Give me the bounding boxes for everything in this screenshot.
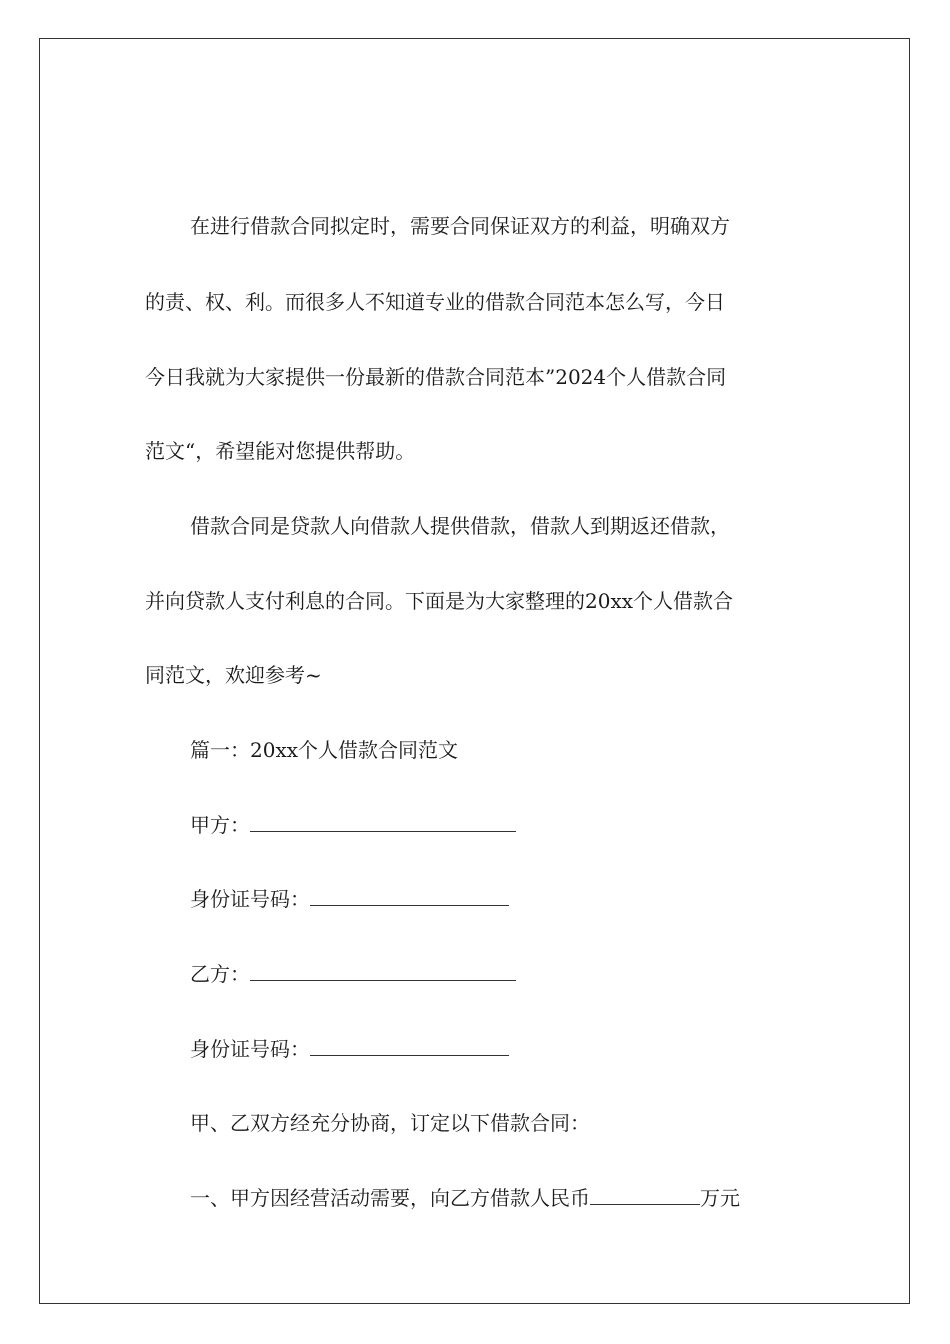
id-a-row [190,887,509,911]
id-b-label: 身份证号码： [190,1037,310,1061]
id-b-row [190,1037,509,1061]
id-a-label: 身份证号码： [190,887,310,911]
party-b-label: 乙方： [190,962,250,986]
clause-1-unit: 万元 [700,1186,740,1210]
party-b-row [190,962,516,986]
id-a-blank [310,887,509,906]
intro-line-2: 的责、权、利。而很多人不知道专业的借款合同范本怎么写，今日 [145,290,725,314]
clause-1-amount-blank [590,1186,700,1205]
definition-line-2: 并向贷款人支付利息的合同。下面是为大家整理的20xx个人借款合 [145,589,734,613]
party-a-blank [250,813,516,832]
party-b-blank [250,962,516,981]
agreement-line: 甲、乙双方经充分协商，订定以下借款合同： [190,1111,590,1135]
section-title: 篇一：20xx个人借款合同范文 [190,738,459,762]
definition-line-3: 同范文，欢迎参考~ [145,663,322,687]
intro-line-1: 在进行借款合同拟定时，需要合同保证双方的利益，明确双方 [190,214,730,238]
party-a-row [190,813,516,837]
party-a-label: 甲方： [190,813,250,837]
intro-line-3: 今日我就为大家提供一份最新的借款合同范本”2024个人借款合同 [145,365,727,389]
clause-1-row [190,1186,740,1210]
definition-line-1: 借款合同是贷款人向借款人提供借款，借款人到期返还借款， [190,514,730,538]
intro-line-4: 范文“，希望能对您提供帮助。 [145,439,416,463]
id-b-blank [310,1037,509,1056]
clause-1-text: 一、甲方因经营活动需要，向乙方借款人民币 [190,1186,590,1210]
